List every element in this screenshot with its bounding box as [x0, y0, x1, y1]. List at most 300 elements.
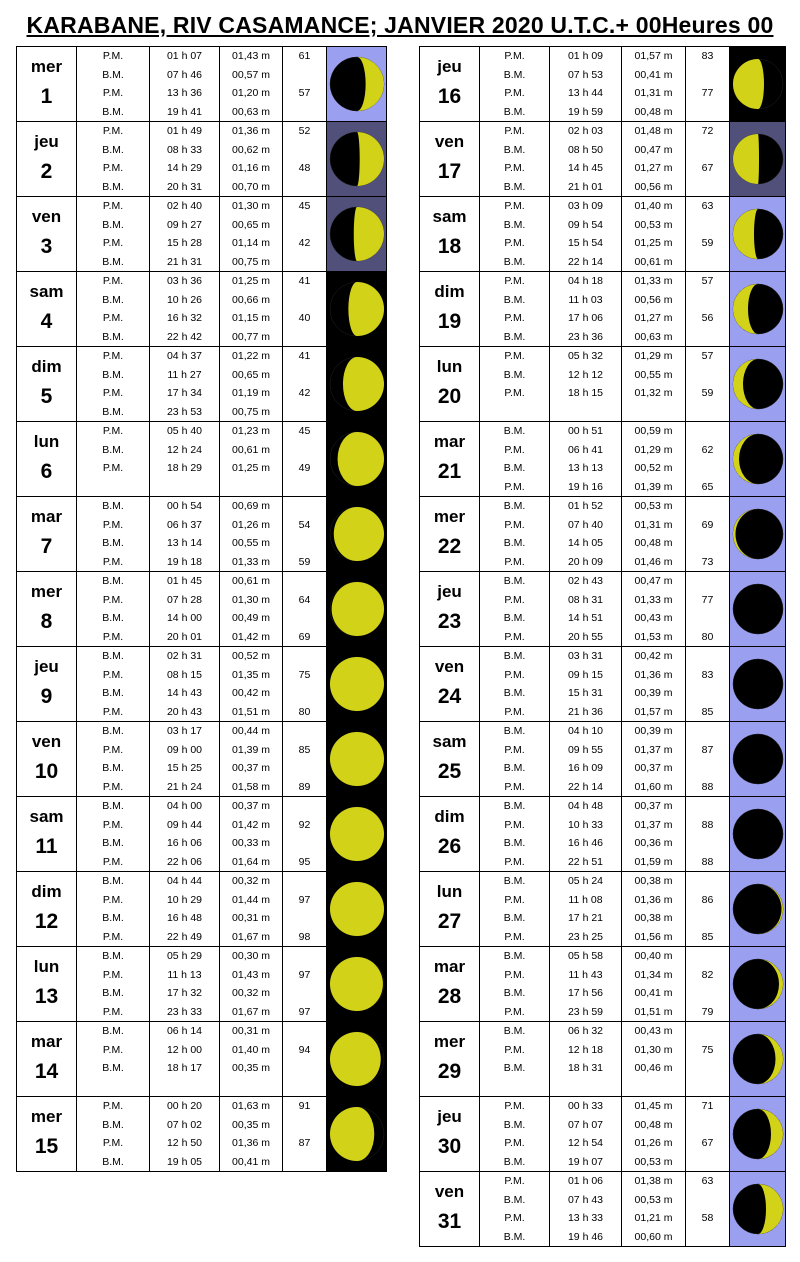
tide-coefficient: 62: [686, 440, 730, 459]
tide-time: 04 h 18: [550, 272, 622, 291]
moon-background: [730, 722, 785, 796]
tide-type: B.M.: [77, 178, 150, 197]
tide-type: P.M.: [77, 703, 150, 722]
tide-coefficient: [686, 572, 730, 591]
tide-type: P.M.: [480, 1097, 550, 1116]
day-cell: [420, 1172, 480, 1247]
moon-phase-icon: [732, 508, 784, 560]
tide-time: 15 h 25: [150, 759, 220, 778]
tide-time: 02 h 40: [150, 197, 220, 216]
tide-time: 09 h 44: [150, 815, 220, 834]
tide-coefficient: [686, 1190, 730, 1209]
tide-height: 00,61 m: [220, 572, 283, 591]
tide-time: 02 h 03: [550, 122, 622, 141]
tide-coefficient: 82: [686, 965, 730, 984]
tide-row: [420, 1172, 786, 1191]
tide-type: B.M.: [480, 140, 550, 159]
tide-type: P.M.: [480, 815, 550, 834]
tide-height: 01,23 m: [220, 422, 283, 441]
tide-coefficient: 58: [686, 1209, 730, 1228]
tide-height: 00,36 m: [622, 834, 686, 853]
tide-time: 08 h 50: [550, 140, 622, 159]
tide-coefficient: [283, 65, 327, 84]
tide-height: 01,67 m: [220, 928, 283, 947]
moon-cell: [327, 347, 387, 422]
tide-type: P.M.: [77, 928, 150, 947]
day-cell: [17, 272, 77, 347]
tide-time: 06 h 14: [150, 1022, 220, 1041]
tide-coefficient: [283, 365, 327, 384]
tide-time: 12 h 54: [550, 1134, 622, 1153]
moon-phase-icon: [732, 58, 784, 110]
day-cell: [17, 497, 77, 572]
tide-height: 01,46 m: [622, 553, 686, 572]
moon-phase-icon: [732, 283, 784, 335]
tide-coefficient: 67: [686, 1134, 730, 1153]
moon-phase-icon: [732, 433, 784, 485]
tide-time: 21 h 36: [550, 703, 622, 722]
tide-type: P.M.: [77, 628, 150, 647]
tide-table-right: [419, 46, 786, 1247]
tide-time: 17 h 21: [550, 909, 622, 928]
day-cell: [420, 647, 480, 722]
tide-time: 16 h 46: [550, 834, 622, 853]
weekday-label: sam: [29, 282, 64, 301]
tide-height: 00,57 m: [220, 65, 283, 84]
date-number: 30: [437, 1135, 462, 1158]
tide-type: B.M.: [480, 178, 550, 197]
tide-height: 01,51 m: [622, 1003, 686, 1022]
moon-phase-icon: [732, 1033, 784, 1085]
tide-time: 17 h 56: [550, 984, 622, 1003]
tide-height: 01,25 m: [622, 234, 686, 253]
tide-time: 14 h 29: [150, 159, 220, 178]
tide-type: B.M.: [480, 722, 550, 741]
tide-type: B.M.: [77, 984, 150, 1003]
tide-type: P.M.: [480, 703, 550, 722]
tide-coefficient: [283, 290, 327, 309]
tide-height: 01,36 m: [220, 1134, 283, 1153]
tide-coefficient: [283, 909, 327, 928]
moon-cell: [327, 497, 387, 572]
tide-type: P.M.: [480, 553, 550, 572]
tide-height: 01,20 m: [220, 84, 283, 103]
weekday-label: sam: [432, 732, 467, 751]
tide-height: 00,70 m: [220, 178, 283, 197]
tide-coefficient: 98: [283, 928, 327, 947]
tide-type: B.M.: [77, 290, 150, 309]
moon-lit-portion: [337, 432, 383, 486]
tide-time: 19 h 16: [550, 478, 622, 497]
tide-height: 01,22 m: [220, 347, 283, 366]
tide-type: B.M.: [77, 684, 150, 703]
tide-type: P.M.: [77, 553, 150, 572]
moon-lit-portion: [331, 582, 383, 636]
tide-time: 01 h 52: [550, 497, 622, 516]
tide-height: 00,43 m: [622, 609, 686, 628]
tide-height: 00,75 m: [220, 403, 283, 422]
tide-height: 00,39 m: [622, 684, 686, 703]
tide-time: 14 h 43: [150, 684, 220, 703]
tide-height: 00,41 m: [622, 65, 686, 84]
moon-phase-icon: [329, 131, 385, 187]
tide-height: 00,44 m: [220, 722, 283, 741]
tide-type: B.M.: [77, 534, 150, 553]
tide-row: [17, 122, 387, 141]
moon-cell: [730, 797, 786, 872]
tide-time: [550, 1078, 622, 1097]
moon-phase-icon: [329, 506, 385, 562]
tide-type: P.M.: [77, 234, 150, 253]
tide-height: 00,52 m: [622, 459, 686, 478]
tide-type: P.M.: [480, 740, 550, 759]
tide-time: 01 h 45: [150, 572, 220, 591]
weekday-label: mar: [30, 1032, 63, 1051]
tide-height: 01,31 m: [622, 515, 686, 534]
tide-coefficient: [283, 478, 327, 497]
tide-time: 16 h 32: [150, 309, 220, 328]
tide-type: [77, 478, 150, 497]
tide-time: 04 h 37: [150, 347, 220, 366]
tide-coefficient: 42: [283, 234, 327, 253]
tide-type: P.M.: [77, 159, 150, 178]
moon-lit-portion: [353, 207, 383, 261]
day-cell: [420, 1097, 480, 1172]
tide-type: P.M.: [77, 272, 150, 291]
date-number: 26: [437, 835, 462, 858]
tide-height: 00,47 m: [622, 572, 686, 591]
day-cell: [420, 347, 480, 422]
tide-coefficient: [283, 1153, 327, 1172]
tide-type: B.M.: [480, 984, 550, 1003]
tide-coefficient: 83: [686, 665, 730, 684]
tide-coefficient: [283, 947, 327, 966]
date-number: 28: [437, 985, 462, 1008]
weekday-label: mer: [30, 582, 63, 601]
tide-time: 15 h 54: [550, 234, 622, 253]
moon-phase-icon: [329, 731, 385, 787]
moon-lit-portion: [330, 882, 384, 936]
moon-lit-portion: [342, 357, 383, 411]
tide-time: 11 h 03: [550, 290, 622, 309]
tide-coefficient: [283, 215, 327, 234]
moon-background: [327, 347, 386, 421]
tide-height: 00,65 m: [220, 215, 283, 234]
tide-height: 01,57 m: [622, 47, 686, 66]
tide-coefficient: 59: [686, 384, 730, 403]
tide-height: 00,48 m: [622, 534, 686, 553]
tide-coefficient: [283, 1059, 327, 1078]
date-number: 22: [437, 535, 462, 558]
tide-coefficient: 57: [686, 272, 730, 291]
tide-row: [17, 347, 387, 366]
tide-height: 01,30 m: [622, 1040, 686, 1059]
tide-type: B.M.: [480, 422, 550, 441]
tide-coefficient: 77: [686, 590, 730, 609]
tide-coefficient: 52: [283, 122, 327, 141]
weekday-label: dim: [434, 282, 465, 301]
tide-height: 01,57 m: [622, 703, 686, 722]
tide-type: P.M.: [480, 965, 550, 984]
tide-row: [420, 122, 786, 141]
tide-coefficient: [686, 1059, 730, 1078]
tide-coefficient: 89: [283, 778, 327, 797]
tide-row: [17, 647, 387, 666]
moon-cell: [730, 47, 786, 122]
tide-row: [420, 722, 786, 741]
tide-coefficient: [283, 1022, 327, 1041]
tide-coefficient: 94: [283, 1040, 327, 1059]
tide-height: 01,64 m: [220, 853, 283, 872]
moon-cell: [730, 497, 786, 572]
tide-height: 00,48 m: [622, 103, 686, 122]
tide-height: [220, 1078, 283, 1097]
tide-coefficient: [686, 909, 730, 928]
day-cell: [17, 197, 77, 272]
tide-coefficient: 61: [283, 47, 327, 66]
tide-type: B.M.: [77, 647, 150, 666]
tide-time: 11 h 43: [550, 965, 622, 984]
tide-time: 07 h 46: [150, 65, 220, 84]
moon-background: [730, 122, 785, 196]
tide-height: 00,41 m: [220, 1153, 283, 1172]
tide-time: 18 h 15: [550, 384, 622, 403]
tide-height: 01,43 m: [220, 965, 283, 984]
tide-time: 05 h 58: [550, 947, 622, 966]
tide-height: [220, 478, 283, 497]
weekday-label: ven: [31, 207, 62, 226]
tide-time: 05 h 32: [550, 347, 622, 366]
tide-height: 01,36 m: [622, 890, 686, 909]
tide-time: 16 h 48: [150, 909, 220, 928]
tide-time: 00 h 33: [550, 1097, 622, 1116]
tide-coefficient: [686, 328, 730, 347]
tide-time: 05 h 24: [550, 872, 622, 891]
tide-height: 01,19 m: [220, 384, 283, 403]
moon-lit-portion: [330, 657, 384, 711]
day-cell: [420, 947, 480, 1022]
tide-type: B.M.: [480, 909, 550, 928]
moon-cell: [730, 1097, 786, 1172]
tide-row: [420, 947, 786, 966]
tide-time: 10 h 33: [550, 815, 622, 834]
tide-height: 00,63 m: [220, 103, 283, 122]
moon-cell: [327, 572, 387, 647]
tide-time: 17 h 34: [150, 384, 220, 403]
moon-phase-icon: [329, 1106, 385, 1162]
tide-coefficient: 41: [283, 347, 327, 366]
tide-type: B.M.: [480, 365, 550, 384]
tide-time: 12 h 50: [150, 1134, 220, 1153]
weekday-label: mer: [30, 1107, 63, 1126]
tide-coefficient: [686, 215, 730, 234]
day-cell: [17, 947, 77, 1022]
moon-phase-icon: [329, 356, 385, 412]
tide-height: 00,53 m: [622, 1153, 686, 1172]
tide-coefficient: 42: [283, 384, 327, 403]
tide-height: 01,42 m: [220, 815, 283, 834]
tide-height: 01,40 m: [622, 197, 686, 216]
tide-type: P.M.: [77, 122, 150, 141]
tide-row: [17, 497, 387, 516]
tide-time: 10 h 29: [150, 890, 220, 909]
tide-time: 06 h 41: [550, 440, 622, 459]
tide-time: 09 h 27: [150, 215, 220, 234]
tide-time: 01 h 09: [550, 47, 622, 66]
tide-time: 12 h 00: [150, 1040, 220, 1059]
tide-coefficient: [686, 984, 730, 1003]
tide-time: 15 h 28: [150, 234, 220, 253]
tide-time: 23 h 53: [150, 403, 220, 422]
tide-time: 19 h 41: [150, 103, 220, 122]
tide-height: 00,38 m: [622, 909, 686, 928]
moon-background: [730, 647, 785, 721]
moon-phase-icon: [732, 208, 784, 260]
date-number: 23: [437, 610, 462, 633]
tide-height: 00,37 m: [622, 759, 686, 778]
date-number: 17: [437, 160, 462, 183]
moon-background: [327, 122, 386, 196]
tide-type: P.M.: [77, 740, 150, 759]
moon-background: [730, 272, 785, 346]
tide-row: [420, 47, 786, 66]
tide-coefficient: [283, 178, 327, 197]
tide-time: 22 h 14: [550, 253, 622, 272]
tide-time: 02 h 43: [550, 572, 622, 591]
tide-row: [17, 722, 387, 741]
tide-time: 06 h 37: [150, 515, 220, 534]
date-number: 6: [40, 460, 53, 483]
tide-time: 23 h 25: [550, 928, 622, 947]
tide-time: 20 h 31: [150, 178, 220, 197]
tide-coefficient: [283, 140, 327, 159]
tide-type: B.M.: [480, 1190, 550, 1209]
tide-height: 01,56 m: [622, 928, 686, 947]
tide-time: 23 h 59: [550, 1003, 622, 1022]
tide-time: 20 h 09: [550, 553, 622, 572]
tide-time: 01 h 49: [150, 122, 220, 141]
tide-type: B.M.: [77, 328, 150, 347]
moon-background: [327, 797, 386, 871]
tide-type: P.M.: [77, 1040, 150, 1059]
moon-cell: [327, 722, 387, 797]
tide-coefficient: [283, 647, 327, 666]
tide-time: 00 h 20: [150, 1097, 220, 1116]
tide-time: 22 h 49: [150, 928, 220, 947]
tide-coefficient: [686, 65, 730, 84]
tide-row: [420, 197, 786, 216]
tide-height: 01,21 m: [622, 1209, 686, 1228]
tide-type: P.M.: [480, 384, 550, 403]
tide-height: 00,33 m: [220, 834, 283, 853]
weekday-label: jeu: [34, 132, 59, 151]
tide-row: [17, 272, 387, 291]
tide-type: B.M.: [77, 872, 150, 891]
tide-time: 07 h 43: [550, 1190, 622, 1209]
moon-phase-icon: [329, 431, 385, 487]
weekday-label: ven: [31, 732, 62, 751]
moon-background: [730, 47, 785, 121]
tide-height: 01,51 m: [220, 703, 283, 722]
tide-coefficient: 41: [283, 272, 327, 291]
moon-cell: [327, 872, 387, 947]
tide-table-left: [16, 46, 387, 1172]
date-number: 21: [437, 460, 462, 483]
tide-type: P.M.: [480, 47, 550, 66]
tide-type: B.M.: [77, 1153, 150, 1172]
moon-cell: [327, 197, 387, 272]
moon-background: [730, 947, 785, 1021]
day-cell: [17, 422, 77, 497]
tide-coefficient: [686, 1115, 730, 1134]
tide-type: P.M.: [77, 515, 150, 534]
tide-coefficient: 83: [686, 47, 730, 66]
tide-coefficient: 48: [283, 159, 327, 178]
day-cell: [420, 197, 480, 272]
tide-time: 19 h 59: [550, 103, 622, 122]
tide-height: [622, 403, 686, 422]
moon-cell: [730, 572, 786, 647]
tide-type: B.M.: [480, 684, 550, 703]
moon-cell: [730, 197, 786, 272]
tide-type: B.M.: [77, 1115, 150, 1134]
tide-height: 01,29 m: [622, 347, 686, 366]
date-number: 2: [40, 160, 53, 183]
tide-type: B.M.: [480, 1115, 550, 1134]
tide-coefficient: 87: [283, 1134, 327, 1153]
tide-coefficient: [686, 403, 730, 422]
tide-height: 01,37 m: [622, 815, 686, 834]
date-number: 10: [34, 760, 59, 783]
tide-type: P.M.: [480, 347, 550, 366]
day-cell: [17, 872, 77, 947]
tide-height: 00,75 m: [220, 253, 283, 272]
day-cell: [420, 872, 480, 947]
tide-type: B.M.: [480, 647, 550, 666]
tide-coefficient: 86: [686, 890, 730, 909]
tide-height: 01,33 m: [622, 590, 686, 609]
moon-phase-icon: [732, 1183, 784, 1235]
tide-time: 04 h 00: [150, 797, 220, 816]
moon-background: [327, 47, 386, 121]
weekday-label: lun: [436, 882, 463, 901]
tide-time: 13 h 36: [150, 84, 220, 103]
tide-time: 02 h 31: [150, 647, 220, 666]
day-cell: [17, 1022, 77, 1097]
date-number: 27: [437, 910, 462, 933]
weekday-label: jeu: [437, 582, 462, 601]
tide-type: P.M.: [77, 459, 150, 478]
tide-coefficient: [686, 534, 730, 553]
tide-type: P.M.: [480, 928, 550, 947]
moon-background: [327, 1022, 386, 1096]
tide-time: 21 h 24: [150, 778, 220, 797]
tide-time: 11 h 13: [150, 965, 220, 984]
tide-coefficient: 80: [686, 628, 730, 647]
moon-phase-icon: [329, 956, 385, 1012]
tide-type: B.M.: [480, 1022, 550, 1041]
tide-time: 18 h 29: [150, 459, 220, 478]
tide-height: 01,53 m: [622, 628, 686, 647]
tide-time: 20 h 43: [150, 703, 220, 722]
tide-time: 01 h 06: [550, 1172, 622, 1191]
tide-time: 20 h 01: [150, 628, 220, 647]
weekday-label: ven: [434, 132, 465, 151]
tide-height: 01,27 m: [622, 309, 686, 328]
tide-row: [17, 197, 387, 216]
tide-type: B.M.: [480, 497, 550, 516]
tide-time: 07 h 28: [150, 590, 220, 609]
